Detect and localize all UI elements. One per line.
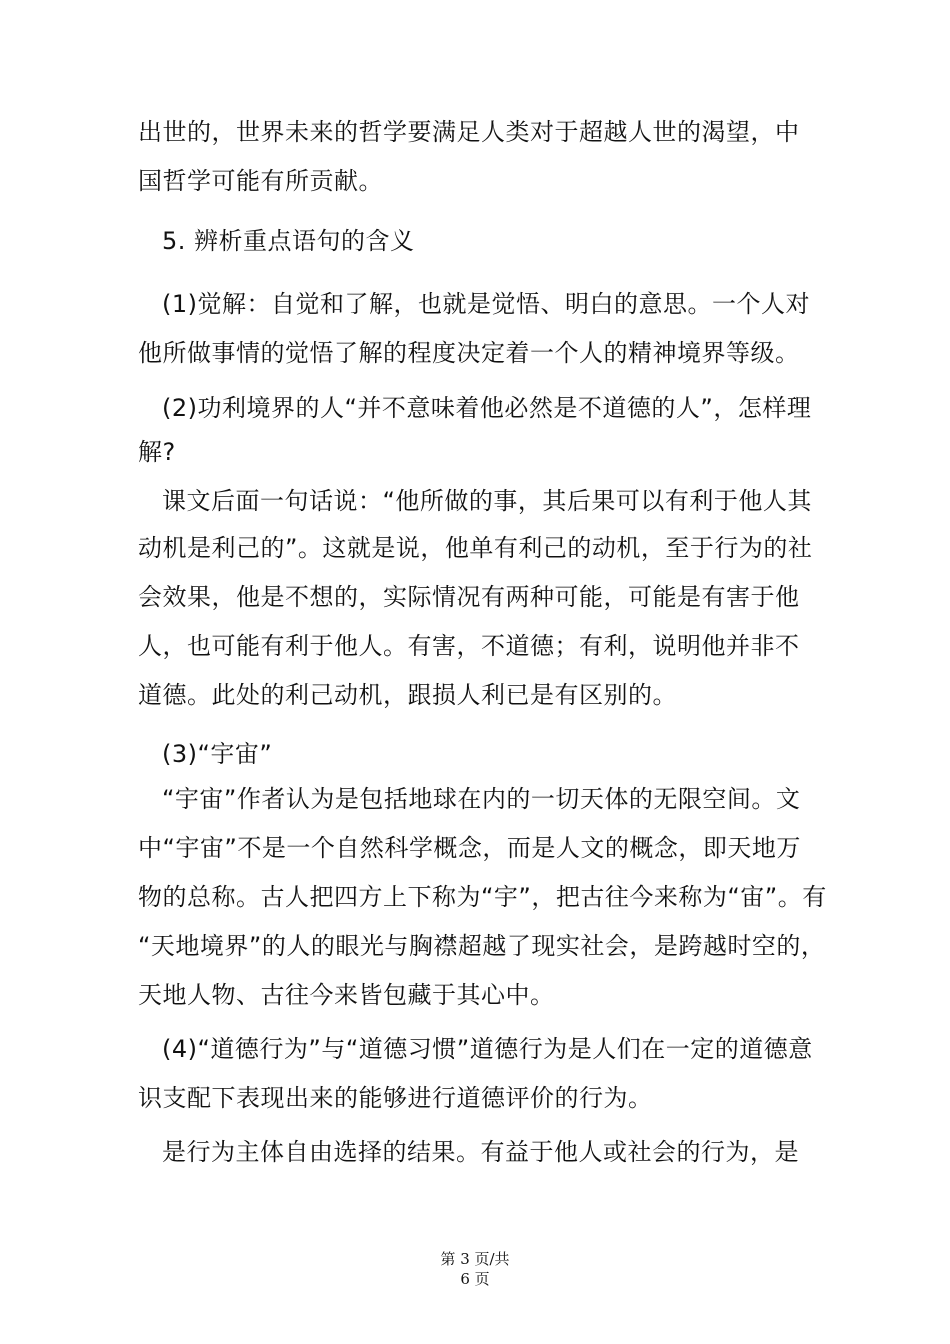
text-line: 动机是利己的”。这就是说，他单有利己的动机，至于行为的社 <box>138 534 813 562</box>
text-line: 物的总称。古人把四方上下称为“宇”，把古往今来称为“宙”。有 <box>138 883 827 911</box>
text-line: 中“宇宙”不是一个自然科学概念，而是人文的概念，即天地万 <box>138 834 801 862</box>
text-line: 天地人物、古往今来皆包藏于其心中。 <box>138 981 555 1009</box>
page-number-line-2: 6 页 <box>460 1270 490 1288</box>
text-line: 他所做事情的觉悟了解的程度决定着一个人的精神境界等级。 <box>138 339 800 367</box>
text-line: 国哲学可能有所贡献。 <box>138 167 383 195</box>
text-line: 解? <box>138 438 176 466</box>
section-heading: 5. 辨析重点语句的含义 <box>162 227 415 255</box>
text-line: 是行为主体自由选择的结果。有益于他人或社会的行为，是 <box>162 1138 799 1166</box>
text-line: 人，也可能有利于他人。有害，不道德；有利，说明他并非不 <box>138 632 800 660</box>
text-line: (1)觉解：自觉和了解，也就是觉悟、明白的意思。一个人对 <box>162 290 810 318</box>
page-number-line-1: 第 3 页/共 <box>440 1250 510 1268</box>
text-line: 出世的，世界未来的哲学要满足人类对于超越人世的渴望，中 <box>138 118 800 146</box>
text-line: “天地境界”的人的眼光与胸襟超越了现实社会，是跨越时空的， <box>138 932 826 960</box>
text-line: (3)“宇宙” <box>162 740 273 768</box>
text-line: 会效果，他是不想的，实际情况有两种可能，可能是有害于他 <box>138 583 800 611</box>
text-line: 识支配下表现出来的能够进行道德评价的行为。 <box>138 1084 653 1112</box>
text-line: 道德。此处的利己动机，跟损人利已是有区别的。 <box>138 681 677 709</box>
text-line: (4)“道德行为”与“道德习惯”道德行为是人们在一定的道德意 <box>162 1035 813 1063</box>
text-line: 课文后面一句话说：“他所做的事，其后果可以有利于他人其 <box>162 487 812 515</box>
text-line: (2)功利境界的人“并不意味着他必然是不道德的人”，怎样理 <box>162 394 812 422</box>
text-line: “宇宙”作者认为是包括地球在内的一切天体的无限空间。文 <box>162 785 801 813</box>
